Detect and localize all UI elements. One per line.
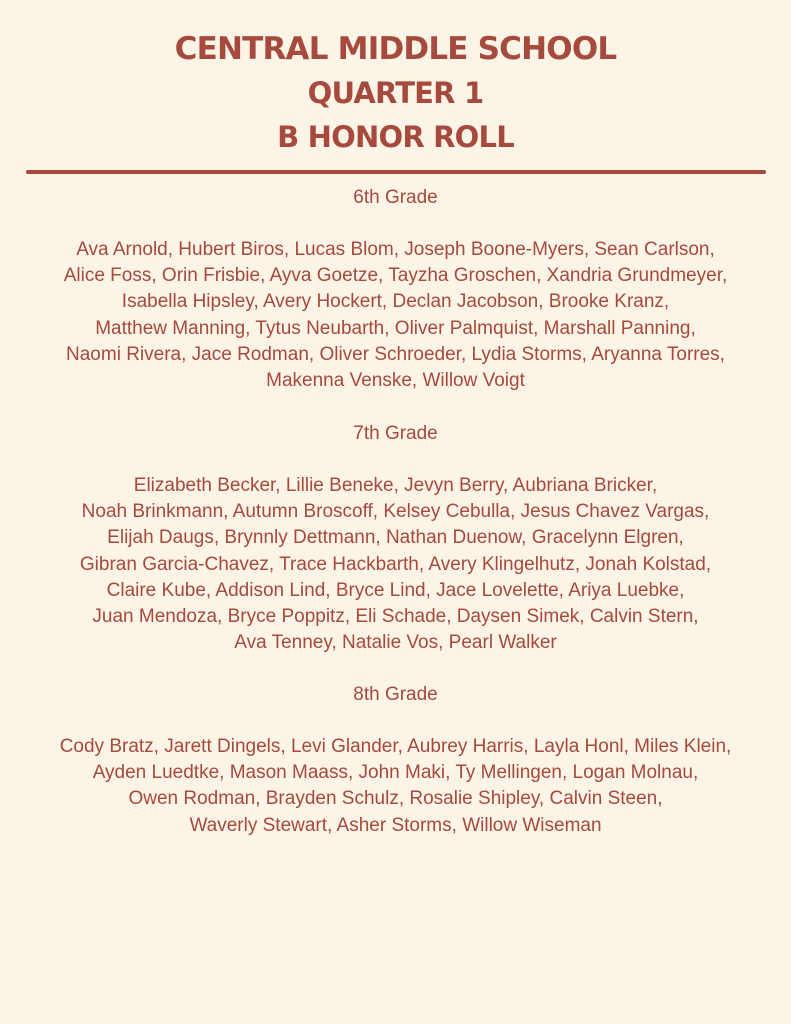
student-name-list bbox=[24, 237, 767, 394]
name-line: Elijah Daugs, Brynnly Dettmann, Nathan Duenow, Gracelynn Elgren, bbox=[107, 527, 684, 549]
name-line: Naomi Rivera, Jace Rodman, Oliver Schroeder, Lydia Storms, Aryanna Torres, bbox=[66, 343, 725, 365]
grade-8-section bbox=[24, 682, 767, 839]
name-line: Ava Arnold, Hubert Biros, Lucas Blom, Joseph Boone-Myers, Sean Carlson, bbox=[76, 239, 715, 260]
document-header bbox=[0, 27, 791, 159]
name-line: Juan Mendoza, Bryce Poppitz, Eli Schade, Daysen Simek, Calvin Stern, bbox=[92, 606, 699, 628]
student-name-list bbox=[24, 734, 767, 839]
name-line: Alice Foss, Orin Frisbie, Ayva Goetze, Tayzha Groschen, Xandria Grundmeyer, bbox=[63, 265, 728, 287]
grade-heading: 8th Grade bbox=[353, 684, 438, 705]
grade-heading: 6th Grade bbox=[353, 187, 438, 208]
quarter-title: QUARTER 1 bbox=[307, 76, 484, 110]
name-line: Owen Rodman, Brayden Schulz, Rosalie Shipley, Calvin Steen, bbox=[128, 788, 663, 810]
name-line: Gibran Garcia-Chavez, Trace Hackbarth, Avery Klingelhutz, Jonah Kolstad, bbox=[79, 553, 712, 575]
name-line: Makenna Venske, Willow Voigt bbox=[266, 370, 525, 392]
grade-6-section bbox=[24, 185, 767, 394]
name-line: Matthew Manning, Tytus Neubarth, Oliver Palmquist, Marshall Panning, bbox=[95, 317, 696, 339]
name-line: Ayden Luedtke, Mason Maass, John Maki, Ty Mellingen, Logan Molnau, bbox=[92, 762, 699, 784]
grade-heading: 7th Grade bbox=[353, 423, 438, 444]
name-line: Isabella Hipsley, Avery Hockert, Declan Jacobson, Brooke Kranz, bbox=[121, 291, 670, 313]
name-line: Noah Brinkmann, Autumn Broscoff, Kelsey Cebulla, Jesus Chavez Vargas, bbox=[81, 501, 710, 523]
name-line: Ava Tenney, Natalie Vos, Pearl Walker bbox=[234, 632, 557, 654]
honor-roll-title: B HONOR ROLL bbox=[277, 120, 514, 154]
name-line: Claire Kube, Addison Lind, Bryce Lind, Jace Lovelette, Ariya Luebke, bbox=[106, 579, 685, 601]
header-divider bbox=[26, 170, 766, 174]
student-name-list bbox=[24, 473, 767, 656]
name-line: Elizabeth Becker, Lillie Beneke, Jevyn Berry, Aubriana Bricker, bbox=[133, 475, 658, 496]
name-line: Waverly Stewart, Asher Storms, Willow Wiseman bbox=[189, 814, 602, 836]
name-line: Cody Bratz, Jarett Dingels, Levi Glander, Aubrey Harris, Layla Honl, Miles Klein, bbox=[59, 736, 732, 757]
school-name: CENTRAL MIDDLE SCHOOL bbox=[174, 31, 617, 67]
grade-7-section bbox=[24, 421, 767, 656]
